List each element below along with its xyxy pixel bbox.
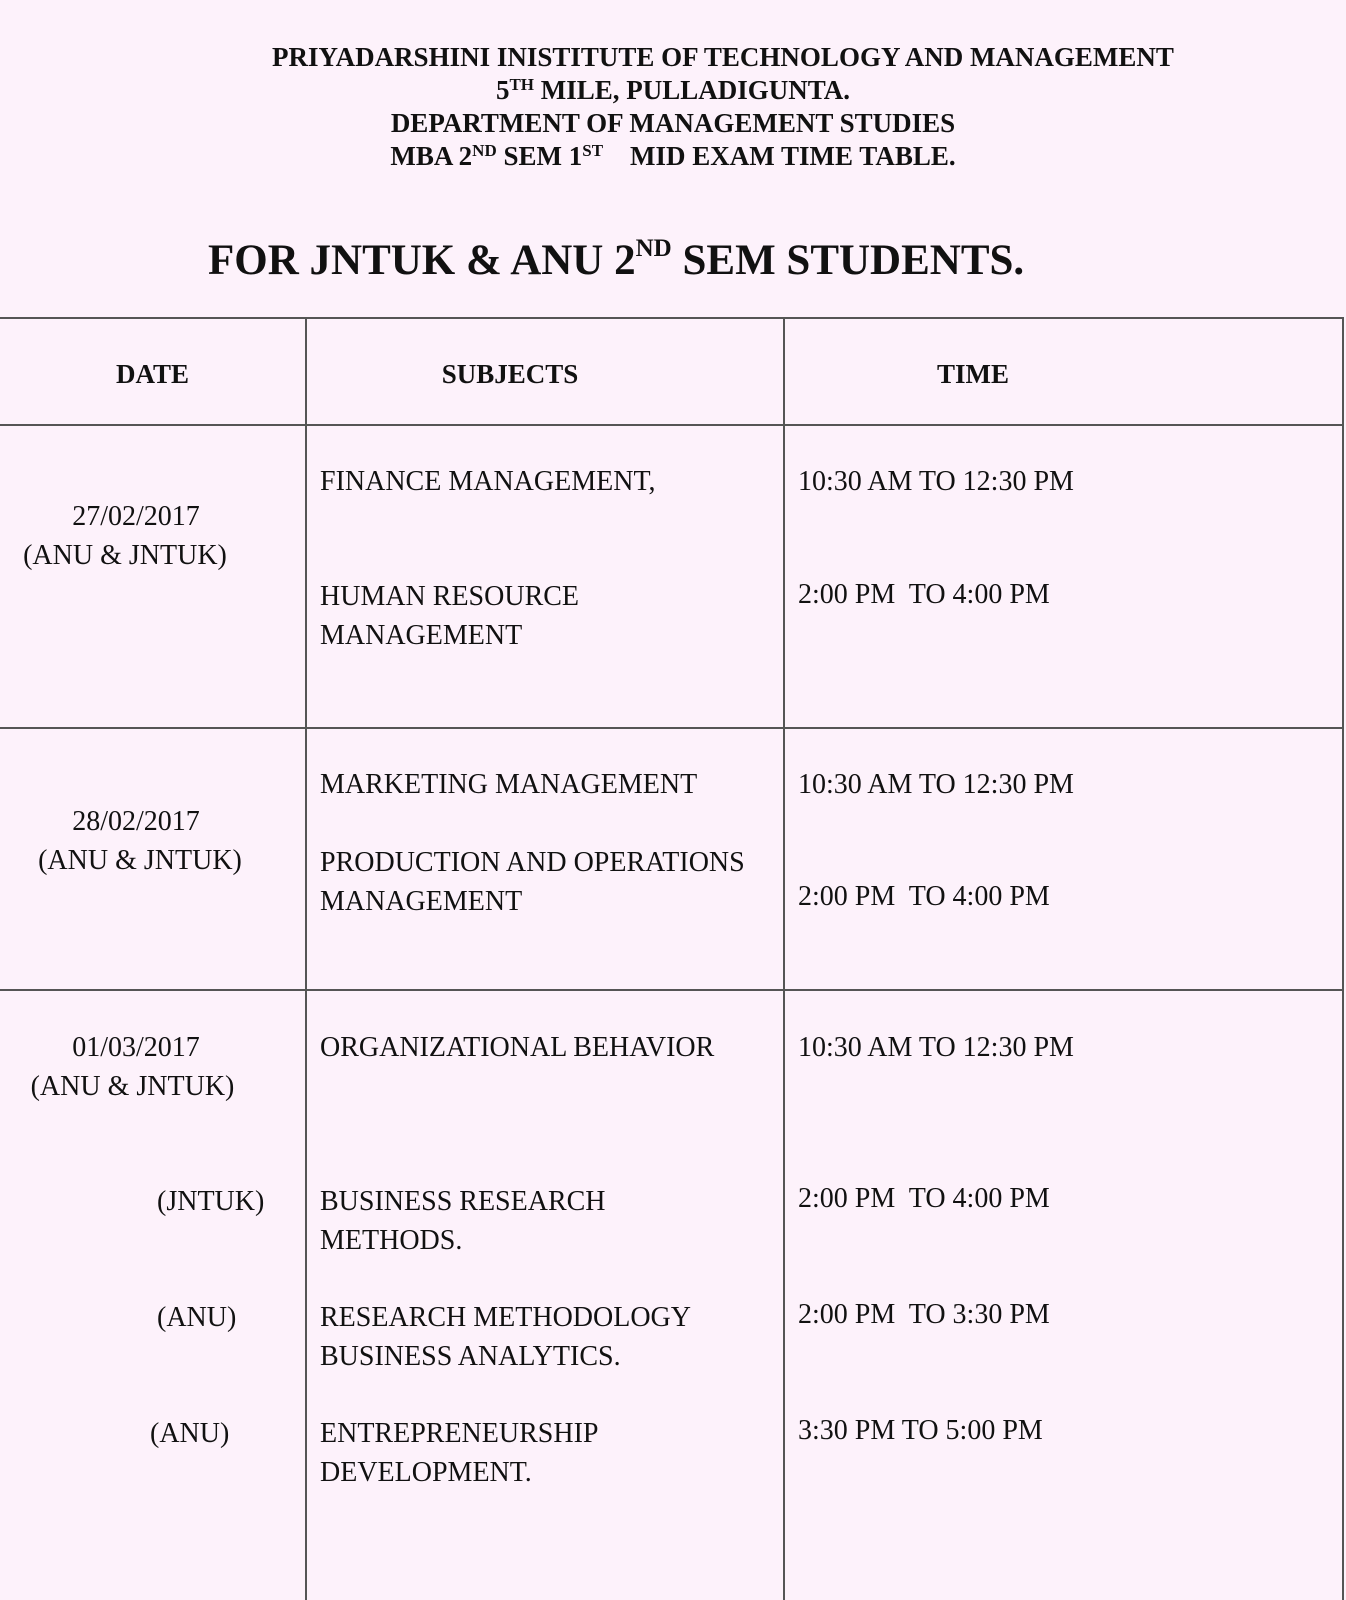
exam-time: 10:30 AM TO 12:30 PM — [798, 769, 1074, 800]
exam-date-note: (ANU & JNTUK) — [38, 845, 242, 876]
university-label: (JNTUK) — [157, 1186, 265, 1217]
column-divider — [783, 317, 785, 1600]
exam-time: 3:30 PM TO 5:00 PM — [798, 1415, 1043, 1446]
institute-name: PRIYADARSHINI INISTITUTE OF TECHNOLOGY AND MANAGEMENT — [272, 42, 1174, 72]
table-border-right — [1342, 317, 1344, 1600]
row-divider — [0, 989, 1344, 991]
column-header-time: TIME — [936, 359, 1009, 389]
university-label: (ANU) — [150, 1418, 230, 1449]
table-border-top — [0, 317, 1344, 319]
exam-date: 27/02/2017 — [72, 501, 200, 532]
table-header-divider — [0, 424, 1344, 426]
column-divider — [305, 317, 307, 1600]
university-label: (ANU) — [157, 1302, 237, 1333]
subject: METHODS. — [320, 1225, 463, 1256]
subject: MARKETING MANAGEMENT — [320, 769, 698, 800]
exam-time: 2:00 PM TO 3:30 PM — [798, 1299, 1050, 1330]
exam-date: 01/03/2017 — [72, 1032, 200, 1063]
subject: FINANCE MANAGEMENT, — [320, 466, 656, 497]
subject: PRODUCTION AND OPERATIONS — [320, 847, 745, 878]
subject: MANAGEMENT — [320, 886, 523, 917]
subject: HUMAN RESOURCE — [320, 581, 580, 612]
subject: RESEARCH METHODOLOGY — [320, 1302, 691, 1333]
department: DEPARTMENT OF MANAGEMENT STUDIES — [390, 108, 956, 138]
column-header-date: DATE — [115, 359, 189, 389]
subject: ENTREPRENEURSHIP — [320, 1418, 599, 1449]
subject: BUSINESS RESEARCH — [320, 1186, 606, 1217]
subject: DEVELOPMENT. — [320, 1457, 532, 1488]
exam-time: 2:00 PM TO 4:00 PM — [798, 881, 1050, 912]
page-subtitle: FOR JNTUK & ANU 2ND SEM STUDENTS. — [208, 235, 1025, 284]
row-divider — [0, 727, 1344, 729]
subject: BUSINESS ANALYTICS. — [320, 1341, 621, 1372]
exam-time: 2:00 PM TO 4:00 PM — [798, 1183, 1050, 1214]
exam-time: 2:00 PM TO 4:00 PM — [798, 579, 1050, 610]
subject: ORGANIZATIONAL BEHAVIOR — [320, 1032, 715, 1063]
address: 5TH MILE, PULLADIGUNTA. — [495, 75, 851, 105]
column-header-subjects: SUBJECTS — [441, 359, 579, 389]
exam-date-note: (ANU & JNTUK) — [23, 540, 227, 571]
exam-time: 10:30 AM TO 12:30 PM — [798, 466, 1074, 497]
subject: MANAGEMENT — [320, 620, 523, 651]
exam-date-note: (ANU & JNTUK) — [30, 1071, 235, 1102]
exam-time: 10:30 AM TO 12:30 PM — [798, 1032, 1074, 1063]
exam-title: MBA 2ND SEM 1ST MID EXAM TIME TABLE. — [390, 141, 956, 171]
exam-date: 28/02/2017 — [72, 806, 200, 837]
